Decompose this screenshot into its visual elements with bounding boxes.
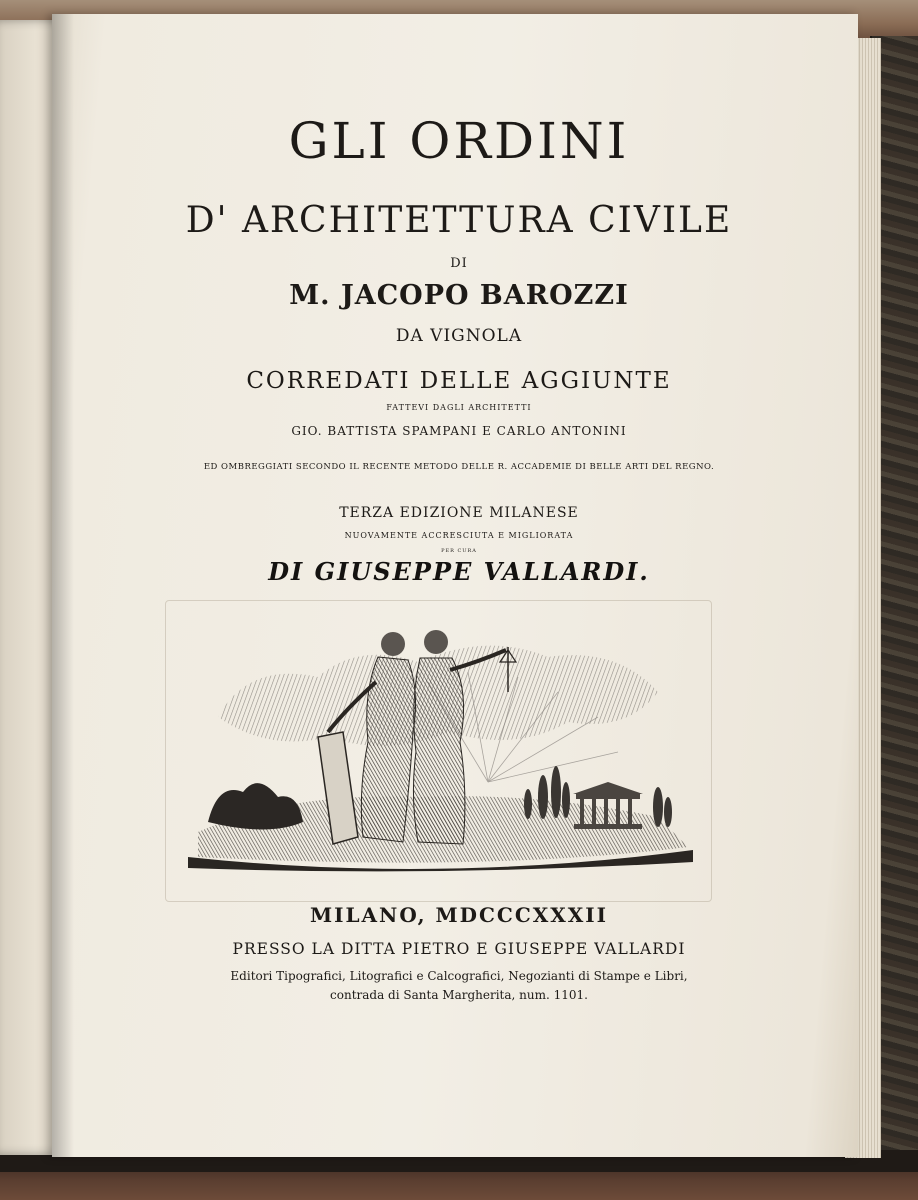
edition-line: TERZA EDIZIONE MILANESE xyxy=(339,505,579,521)
per-cura-line: PER CURA xyxy=(441,548,477,554)
author-name: M. JACOPO BAROZZI xyxy=(289,280,629,311)
architects-line: GIO. BATTISTA SPAMPANI E CARLO ANTONINI xyxy=(291,424,627,438)
author-origin: DA VIGNOLA xyxy=(395,326,523,346)
publisher-address: contrada di Santa Margherita, num. 1101. xyxy=(330,988,588,1002)
editor-name: DI GIUSEPPE VALLARDI. xyxy=(268,557,650,586)
book-subtitle: D' ARCHITETTURA CIVILE xyxy=(185,200,733,241)
book-title: GLI ORDINI xyxy=(288,112,630,170)
publisher-line: PRESSO LA DITTA PIETRO E GIUSEPPE VALLARDI xyxy=(232,940,686,958)
shading-method-line: ED OMBREGGIATI SECONDO IL RECENTE METODO DELLE R. ACCADEMIE DI BELLE ARTI DEL REGNO. xyxy=(203,462,715,472)
by-word: DI xyxy=(450,256,468,271)
allegorical-vignette-image xyxy=(188,622,693,877)
publisher-description: Editori Tipografici, Litografici e Calcografici, Negozianti di Stampe e Libri, xyxy=(230,969,688,983)
imprint-city-date: MILANO, MDCCCXXXII xyxy=(309,903,609,927)
additions-line: CORREDATI DELLE AGGIUNTE xyxy=(246,368,672,394)
additions-by-line: FATTEVI DAGLI ARCHITETTI xyxy=(386,403,532,412)
edition-note: NUOVAMENTE ACCRESCIUTA E MIGLIORATA xyxy=(344,531,574,540)
